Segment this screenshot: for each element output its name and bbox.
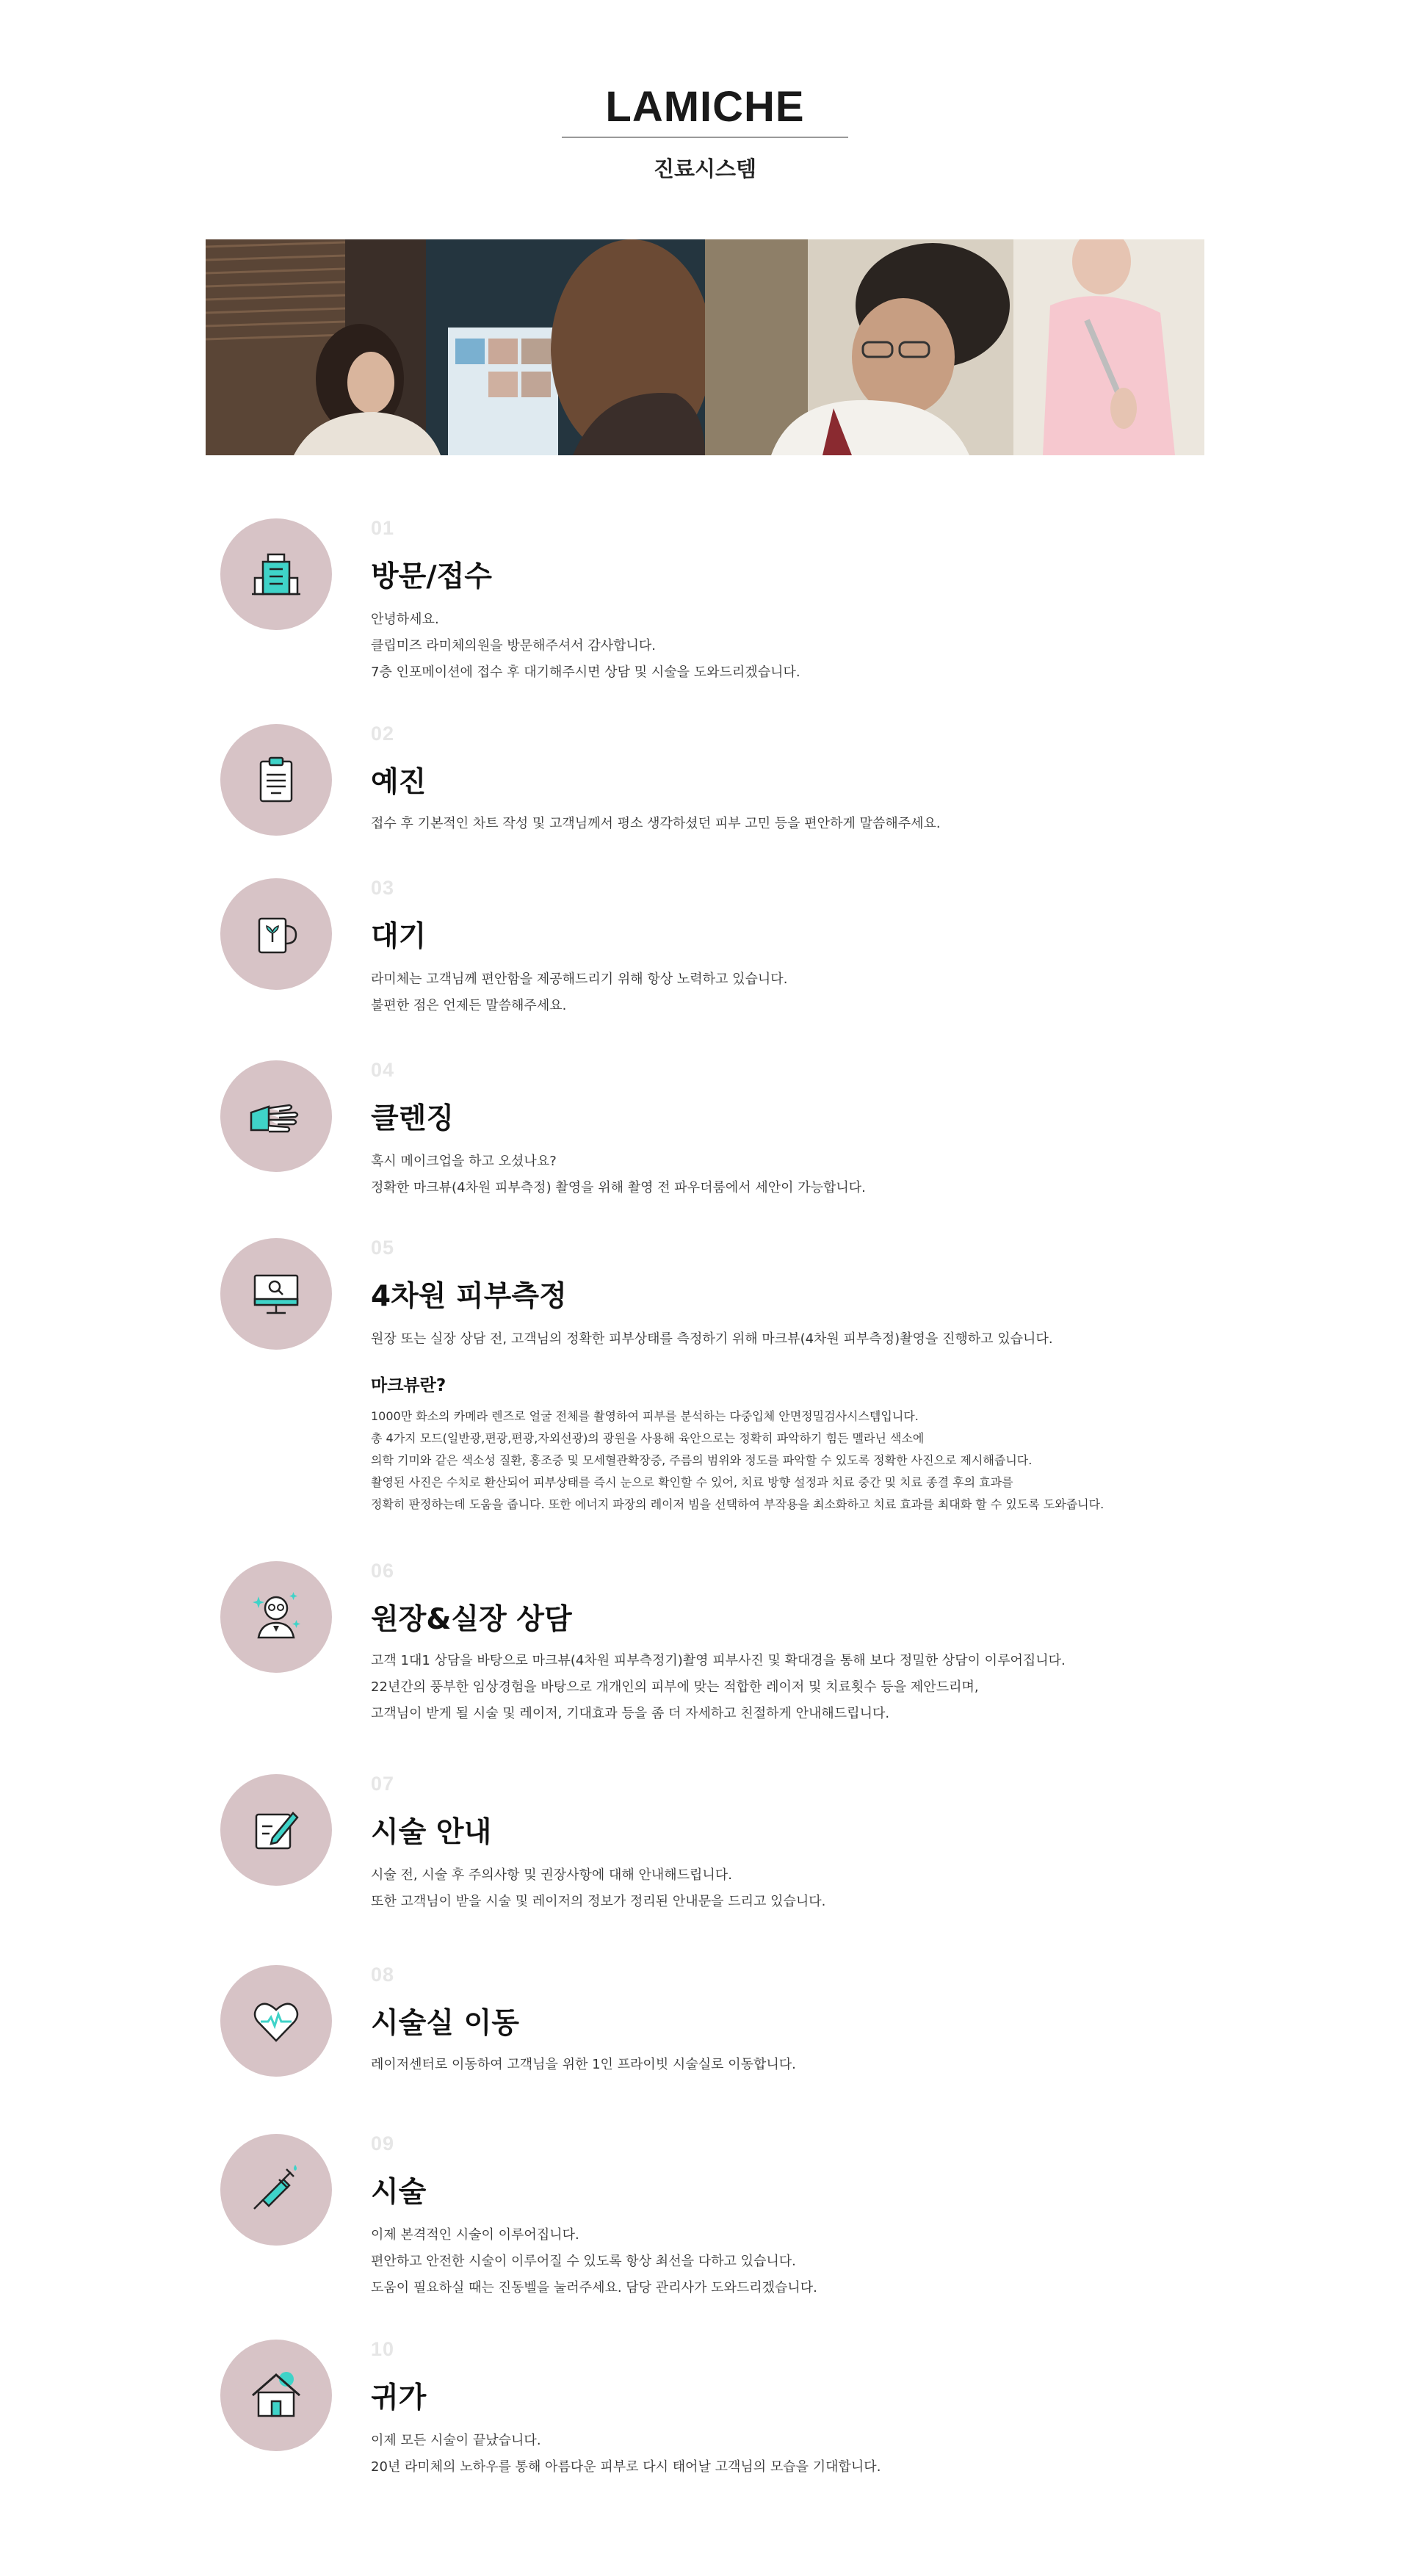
house-icon [247, 2366, 306, 2425]
step-number: 04 [371, 1059, 395, 1081]
step-title: 예진 [371, 766, 427, 799]
monitor-search-icon [250, 1268, 302, 1320]
step-number: 01 [371, 517, 395, 539]
step-number: 07 [371, 1773, 395, 1795]
building-icon [250, 549, 302, 600]
step-8-icon-circle [220, 1965, 332, 2077]
step-title: 시술 안내 [371, 1816, 492, 1849]
step-title: 대기 [371, 920, 427, 953]
title-divider [562, 137, 848, 138]
doctor-treatment-photo [705, 239, 1204, 455]
step-description: 라미체는 고객님께 편안함을 제공해드리기 위해 항상 노력하고 있습니다. 불편한 점은 언제든 말씀해주세요. [371, 972, 788, 1013]
step-6-icon-circle [220, 1561, 332, 1673]
step-title: 귀가 [371, 2381, 427, 2414]
markview-subheading: 마크뷰란? [371, 1376, 446, 1395]
step-2-icon-circle [220, 724, 332, 836]
step-title: 원장&실장 상담 [371, 1603, 572, 1636]
step-description: 시술 전, 시술 후 주의사항 및 권장사항에 대해 안내해드립니다. 또한 고객님이 받을 시술 및 레이저의 정보가 정리된 안내문을 드리고 있습니다. [371, 1867, 826, 1909]
step-description: 레이저센터로 이동하여 고객님을 위한 1인 프라이빗 시술실로 이동합니다. [371, 2057, 796, 2072]
step-title: 시술실 이동 [371, 2007, 519, 2040]
washing-hands-icon [247, 1090, 306, 1142]
heart-pulse-icon [250, 1995, 302, 2047]
step-title: 클렌징 [371, 1102, 455, 1135]
consultation-photo [206, 239, 705, 455]
doctor-icon [247, 1588, 306, 1646]
cup-icon [250, 908, 302, 960]
pencil-note-icon [250, 1804, 302, 1856]
step-5-icon-circle [220, 1238, 332, 1350]
step-number: 10 [371, 2338, 395, 2360]
clipboard-icon [250, 754, 302, 806]
step-description: 원장 또는 실장 상담 전, 고객님의 정확한 피부상태를 측정하기 위해 마크뷰(4차원 피부측정)촬영을 진행하고 있습니다. [371, 1331, 1053, 1347]
brand-title: LAMICHE [605, 83, 805, 131]
step-number: 05 [371, 1237, 395, 1259]
step-9-icon-circle [220, 2134, 332, 2246]
step-number: 03 [371, 877, 395, 899]
step-description: 이제 본격적인 시술이 이루어집니다. 편안하고 안전한 시술이 이루어질 수 있도록 항상 최선을 다하고 있습니다. 도움이 필요하실 때는 진동벨을 눌러주세요. 담당 관리사가 도와드리겠습니다. [371, 2227, 817, 2295]
step-number: 09 [371, 2132, 395, 2154]
step-7-icon-circle [220, 1774, 332, 1886]
markview-description: 1000만 화소의 카메라 렌즈로 얼굴 전체를 촬영하여 피부를 분석하는 다중입체 안면정밀검사시스템입니다. 총 4가지 모드(일반광,편광,편광,자외선광)의 광원을 사용해 육안으로는 정확히 파악하기 힘든 멜라닌 색소에 의학 기미와 같은 색소성 질환, 홍조증 및 모세혈관확장증, 주름의 범위와 정도를 파악할 수 있도록 정확한 사진으로 제시해줍니다. 촬영된 사진은 수치로 환산되어 피부상태를 즉시 눈으로 확인할 수 있어, 치료 방향 설정과 치료 중간 및 치료 종결 후의 효과를 정확히 판정하는데 도움을 줍니다. 또한 에너지 파장의 레이저 빔을 선택하여 부작용을 최소화하고 치료 효과를 최대화 할 수 있도록 도와줍니다. [371, 1409, 1104, 1511]
step-4-icon-circle [220, 1060, 332, 1172]
step-title: 시술 [371, 2176, 427, 2209]
step-title: 방문/접수 [371, 560, 492, 593]
step-number: 06 [371, 1560, 395, 1582]
step-description: 접수 후 기본적인 차트 작성 및 고객님께서 평소 생각하셨던 피부 고민 등을 편안하게 말씀해주세요. [371, 816, 941, 831]
step-description: 혹시 메이크업을 하고 오셨나요? 정확한 마크뷰(4차원 피부측정) 촬영을 위해 촬영 전 파우더룸에서 세안이 가능합니다. [371, 1154, 866, 1195]
page-subtitle: 진료시스템 [653, 156, 757, 181]
step-1-icon-circle [220, 518, 332, 630]
step-description: 안녕하세요. 클립미즈 라미체의원을 방문해주셔서 감사합니다. 7층 인포메이션에 접수 후 대기해주시면 상담 및 시술을 도와드리겠습니다. [371, 612, 800, 680]
syringe-icon [247, 2160, 306, 2219]
step-10-icon-circle [220, 2340, 332, 2451]
step-description: 고객 1대1 상담을 바탕으로 마크뷰(4차원 피부측정기)촬영 피부사진 및 확대경을 통해 보다 정밀한 상담이 이루어집니다. 22년간의 풍부한 임상경험을 바탕으로 개개인의 피부에 맞는 적합한 레이저 및 치료횟수 등을 제안드리며, 고객님이 받게 될 시술 및 레이저, 기대효과 등을 좀 더 자세하고 친절하게 안내해드립니다. [371, 1653, 1066, 1721]
step-title: 4차원 피부측정 [371, 1280, 567, 1313]
step-number: 08 [371, 1964, 395, 1986]
step-number: 02 [371, 723, 395, 745]
step-3-icon-circle [220, 878, 332, 990]
step-description: 이제 모든 시술이 끝났습니다. 20년 라미체의 노하우를 통해 아름다운 피부로 다시 태어날 고객님의 모습을 기대합니다. [371, 2433, 881, 2475]
